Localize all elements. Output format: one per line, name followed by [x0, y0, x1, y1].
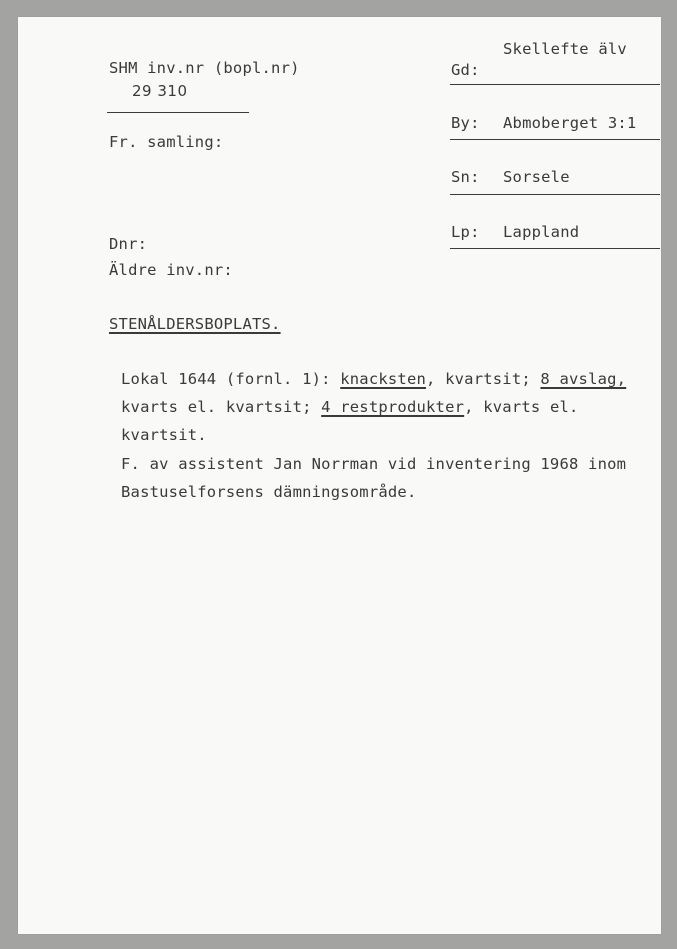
parish-above: Skellefte älv — [503, 40, 627, 58]
fr-samling-label: Fr. samling: — [109, 133, 224, 151]
by-rule — [450, 139, 660, 140]
by-label: By: — [451, 114, 480, 132]
aldre-inv-label: Äldre inv.nr: — [109, 261, 233, 279]
body-text: Lokal 1644 (fornl. 1): — [121, 370, 341, 388]
body-underlined-text: knacksten — [340, 370, 427, 388]
body-underlined-text: 4 restprodukter — [321, 398, 465, 416]
inventory-number: 29 310 — [132, 82, 188, 100]
body-line-1 — [121, 370, 626, 388]
sn-value: Sorsele — [503, 168, 570, 186]
body-text: kvarts el. kvartsit; — [121, 398, 322, 416]
lp-value: Lappland — [503, 223, 580, 241]
site-title: STENÅLDERSBOPLATS. — [109, 315, 281, 333]
index-card — [18, 17, 661, 934]
body-text: , kvartsit; — [426, 370, 541, 388]
body-text: , kvarts el. — [464, 398, 579, 416]
body-line-2 — [121, 398, 579, 416]
body-line-3: kvartsit. — [121, 426, 207, 444]
inventory-rule — [107, 112, 249, 113]
lp-label: Lp: — [451, 223, 480, 241]
sn-rule — [450, 194, 660, 195]
lp-rule — [450, 248, 660, 249]
body-line-5: Bastuselforsens dämningsområde. — [121, 483, 417, 501]
gd-label: Gd: — [451, 61, 480, 79]
body-line-4: F. av assistent Jan Norrman vid inventering 1968 inom — [121, 455, 627, 473]
dnr-label: Dnr: — [109, 235, 148, 253]
body-underlined-text: 8 avslag, — [540, 370, 627, 388]
inventory-label: SHM inv.nr (bopl.nr) — [109, 59, 300, 77]
by-value: Abmoberget 3:1 — [503, 114, 637, 132]
sn-label: Sn: — [451, 168, 480, 186]
gd-rule — [450, 84, 660, 85]
